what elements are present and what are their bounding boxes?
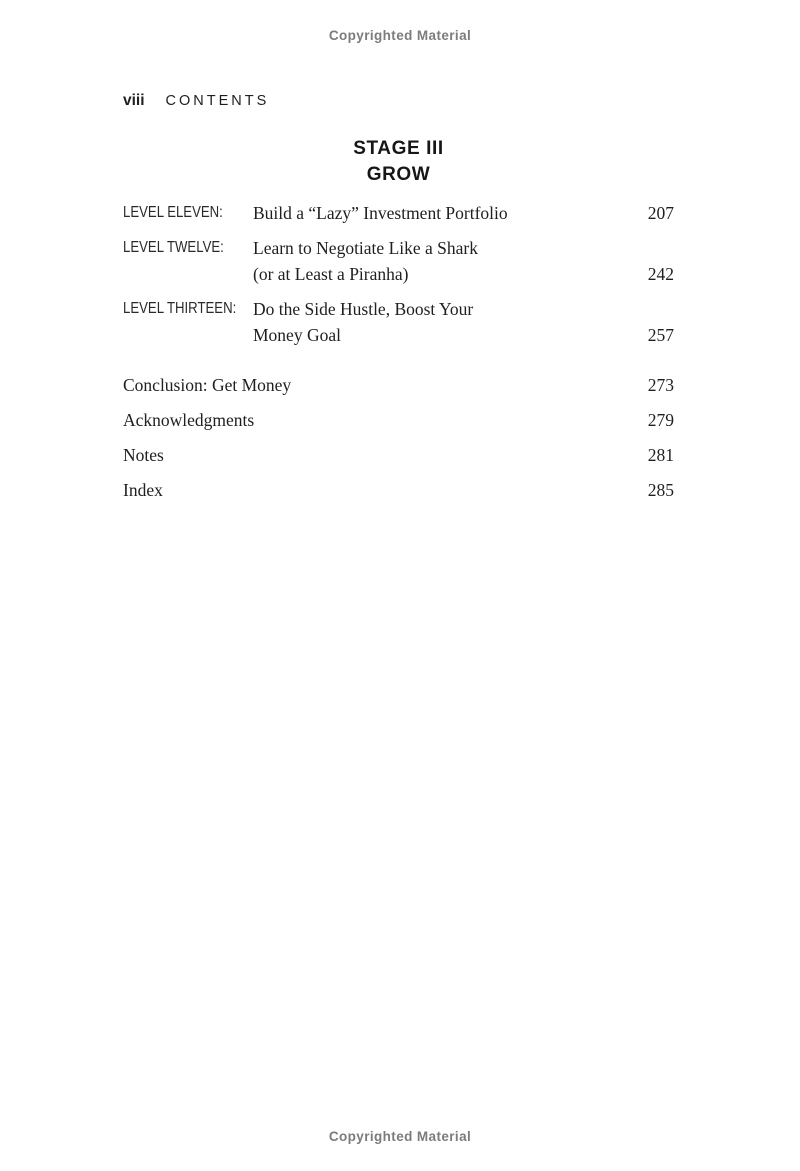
toc-entry-level-thirteen	[123, 296, 674, 348]
level-eleven-label: LEVEL ELEVEN:	[123, 204, 223, 221]
level-label-col	[123, 296, 253, 322]
stage-heading-line1: STAGE III	[353, 138, 444, 159]
back-matter-title: Index	[123, 480, 163, 500]
back-matter-title: Conclusion: Get Money	[123, 375, 292, 395]
page-folio: viii	[123, 92, 145, 109]
page-number: 257	[647, 325, 674, 345]
back-matter-row-acknowledgments	[123, 407, 674, 433]
copyright-notice-bottom: Copyrighted Material	[328, 1129, 472, 1144]
page-number: 279	[647, 410, 674, 430]
back-matter-row-notes	[123, 442, 674, 468]
page-number: 207	[647, 203, 674, 223]
page-number: 242	[647, 264, 674, 284]
page-number: 281	[647, 445, 674, 465]
page-number: 273	[647, 375, 674, 395]
back-matter-list	[123, 372, 674, 503]
back-matter-title: Notes	[123, 445, 164, 465]
chapter-title-line: Money Goal	[253, 325, 341, 345]
back-matter-title: Acknowledgments	[123, 410, 255, 430]
chapter-title-line: Learn to Negotiate Like a Shark	[253, 238, 478, 258]
page-number: 285	[647, 480, 674, 500]
level-thirteen-label: LEVEL THIRTEEN:	[123, 300, 237, 317]
back-matter-row-conclusion	[123, 372, 674, 398]
chapter-title-col	[253, 235, 648, 287]
chapter-title-col	[253, 296, 648, 348]
stage-heading	[123, 136, 674, 188]
back-matter-row-index	[123, 477, 674, 503]
level-label-col	[123, 200, 253, 226]
contents-header-title: CONTENTS	[165, 93, 270, 109]
level-twelve-label: LEVEL TWELVE:	[123, 239, 224, 256]
stage-heading-line2: GROW	[366, 164, 431, 185]
running-header	[123, 92, 674, 110]
chapter-title-line: (or at Least a Piranha)	[253, 264, 409, 284]
toc-list	[123, 200, 674, 348]
chapter-title-line: Do the Side Hustle, Boost Your	[253, 299, 474, 319]
copyright-notice-top: Copyrighted Material	[328, 28, 472, 43]
level-label-col	[123, 235, 253, 261]
toc-entry-level-eleven	[123, 200, 674, 226]
chapter-title-line: Build a “Lazy” Investment Portfolio	[253, 203, 508, 223]
chapter-title-col	[253, 200, 648, 226]
page-content	[123, 0, 674, 512]
toc-entry-level-twelve	[123, 235, 674, 287]
